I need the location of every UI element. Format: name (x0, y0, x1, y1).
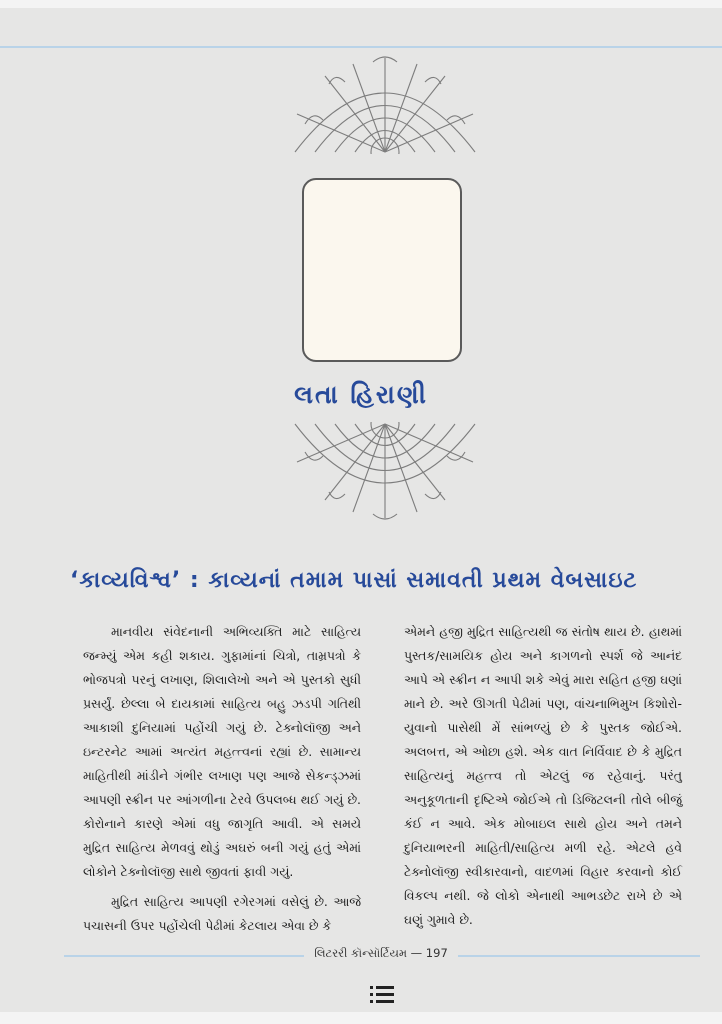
article-column-right (404, 620, 682, 932)
mandala-bottom-icon (285, 422, 485, 522)
footer-divider-left (64, 955, 304, 957)
author-name: લતા હિરાણી (294, 380, 428, 409)
document-page (0, 8, 722, 1012)
top-divider (0, 46, 722, 48)
list-menu-icon[interactable] (370, 984, 394, 1006)
footer-divider-right (458, 955, 700, 957)
paragraph: એમને હજી મુદ્રિત સાહિત્યથી જ સંતોષ થાય છે. હાથમાં પુસ્તક/સામયિક હોય અને કાગળનો સ્પર્શ જે આનંદ આપે એ સ્ક્રીન ન આપી શકે એવું મારા સહિત હજી ઘણાં માને છે. અરે ઊગતી પેઢીમાં પણ, વાંચનાભિમુખ કિશોરો-યુવાનો પાસેથી મેં સાંભળ્યું છે કે પુસ્તક જોઈએ. અલબત્ત, એ ઓછા હશે. એક વાત નિર્વિવાદ છે કે મુદ્રિત સાહિત્યનું મહત્ત્વ તો એટલું જ રહેવાનું. પરંતુ અનુકૂળતાની દૃષ્ટિએ જોઈએ તો ડિજિટલની તોલે બીજું કંઈ ન આવે. એક મોબાઇલ સાથે હોય અને તમને દુનિયાભરની માહિતી/સાહિત્ય મળી રહે. એટલે હવે ટેક્નોલૉજી સ્વીકારવાનો, વાદળમાં વિહાર કરવાનો કોઈ વિકલ્પ નથી. જે લોકો એનાથી આભડછેટ રાખે છે એ ઘણું ગુમાવે છે. (404, 624, 682, 927)
mandala-top-icon (285, 54, 485, 154)
page-footer: લિટરરી કૉન્સૉર્ટિયમ — 197 (314, 946, 448, 960)
author-photo-frame (302, 178, 462, 362)
paragraph: મુદ્રિત સાહિત્ય આપણી રગેરગમાં વસેલું છે. આજે પચાસની ઉપર પહોંચેલી પેઢીમાં કેટલાય એવા છે કે (83, 894, 361, 933)
article-headline: ‘કાવ્યવિશ્વ’ : કાવ્યનાં તમામ પાસાં સમાવતી પ્રથમ વેબસાઇટ (70, 568, 638, 593)
paragraph: માનવીય સંવેદનાની અભિવ્યક્તિ માટે સાહિત્ય જન્મ્યું એમ કહી શકાય. ગુફામાંનાં ચિત્રો, તામ્રપત્રો કે ભોજપત્રો પરનું લખાણ, શિલાલેખો અને એ પુસ્તકો સુધી પ્રસર્યું. છેલ્લા બે દાયકામાં સાહિત્ય બહુ ઝડપી ગતિથી આકાશી દુનિયામાં પહોંચી ગયું છે. ટેક્નોલૉજી અને ઇન્ટરનેટ આમાં અત્યંત મહત્ત્વનાં રહ્યાં છે. સામાન્ય માહિતીથી માંડીને ગંભીર લખાણ પણ આજે સેકન્ડ્ઝમાં આપણી સ્ક્રીન પર આંગળીના ટેરવે ઉપલબ્ધ થઈ ગયું છે. કોરોનાને કારણે એમાં વધુ જાગૃતિ આવી. એ સમયે મુદ્રિત સાહિત્ય મેળવવું થોડું અઘરું બની ગયું હતું એમાં લોકોને ટેક્નોલૉજી સાથે જીવતાં ફાવી ગયું. (83, 624, 361, 879)
article-column-left (83, 620, 361, 938)
